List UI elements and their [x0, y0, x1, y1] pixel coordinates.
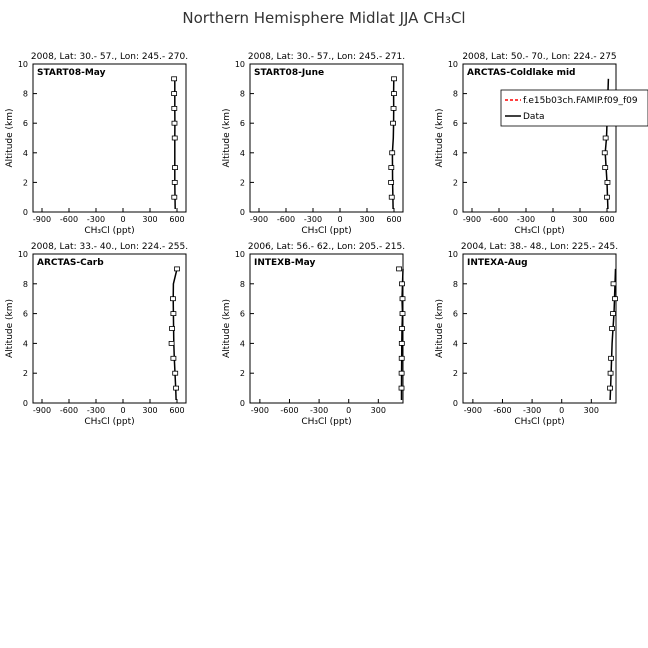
- data-marker: [171, 356, 176, 360]
- data-marker: [172, 106, 177, 110]
- data-marker: [613, 297, 618, 301]
- x-tick-label: -900: [250, 406, 269, 415]
- chart-panel: [5, 52, 188, 236]
- data-marker: [389, 195, 394, 199]
- y-tick-label: 2: [452, 178, 458, 188]
- y-tick-label: 4: [239, 148, 245, 158]
- plot-frame: [33, 254, 186, 403]
- x-tick-label: -600: [59, 406, 79, 415]
- data-marker: [389, 180, 394, 184]
- x-tick-label: 300: [142, 215, 158, 224]
- x-tick-label: -300: [523, 406, 542, 415]
- y-tick-label: 6: [22, 309, 28, 319]
- data-marker: [397, 267, 402, 271]
- y-tick-label: 10: [17, 60, 28, 69]
- x-tick-label: 300: [370, 406, 386, 415]
- data-marker: [400, 282, 405, 286]
- y-axis-label: Altitude (km): [222, 108, 232, 168]
- plot-frame: [33, 64, 186, 212]
- data-marker: [605, 195, 610, 199]
- x-tick-label: -600: [489, 215, 509, 224]
- y-tick-label: 6: [239, 119, 245, 129]
- y-tick-label: 4: [22, 148, 28, 158]
- campaign-label: ARCTAS-Coldlake mid: [467, 68, 576, 78]
- y-tick-label: 2: [239, 369, 245, 379]
- data-marker: [611, 282, 616, 286]
- panel-header: 2004, Lat: 38.- 48., Lon: 225.- 245.: [460, 242, 619, 252]
- y-tick-label: 6: [452, 119, 458, 129]
- x-tick-label: -300: [86, 215, 106, 224]
- y-tick-label: 8: [452, 279, 458, 289]
- data-marker: [389, 166, 394, 170]
- y-tick-label: 0: [22, 399, 28, 408]
- x-tick-label: 600: [169, 215, 185, 224]
- data-marker: [392, 92, 397, 96]
- y-axis-label: Altitude (km): [435, 298, 445, 359]
- chart-panel: [5, 242, 188, 427]
- data-marker: [399, 341, 404, 345]
- series-line-data: [173, 269, 177, 400]
- legend-label: f.e15b03ch.FAMIP.f09_f09: [523, 96, 638, 106]
- x-axis-label: CH₃Cl (ppt): [301, 417, 352, 427]
- series-line-data: [610, 269, 615, 400]
- chart-panel: [435, 52, 648, 236]
- y-axis-label: Altitude (km): [5, 108, 15, 168]
- data-marker: [399, 371, 404, 375]
- x-tick-label: -900: [463, 406, 482, 415]
- y-axis-label: Altitude (km): [435, 108, 445, 168]
- y-tick-label: 4: [239, 339, 245, 349]
- x-tick-label: -600: [276, 215, 296, 224]
- y-tick-label: 10: [17, 250, 28, 259]
- x-tick-label: 300: [583, 406, 599, 415]
- data-marker: [172, 77, 177, 81]
- data-marker: [399, 386, 404, 390]
- campaign-label: INTEXB-May: [254, 258, 316, 268]
- x-tick-label: -300: [86, 406, 106, 415]
- panel-header: 2008, Lat: 50.- 70., Lon: 224.- 275: [462, 52, 617, 62]
- x-axis-label: CH₃Cl (ppt): [301, 226, 352, 236]
- data-marker: [170, 327, 175, 331]
- data-marker: [172, 195, 177, 199]
- data-marker: [603, 136, 608, 140]
- data-marker: [172, 121, 177, 125]
- y-tick-label: 10: [234, 60, 245, 69]
- chart-panel: [222, 52, 405, 236]
- data-marker: [603, 166, 608, 170]
- data-marker: [174, 386, 179, 390]
- data-marker: [608, 371, 613, 375]
- y-tick-label: 10: [447, 60, 458, 69]
- data-marker: [609, 356, 614, 360]
- series-line-data: [392, 79, 393, 209]
- x-tick-label: 0: [337, 215, 343, 224]
- data-marker: [170, 297, 175, 301]
- plot-frame: [463, 64, 616, 212]
- x-tick-label: -900: [249, 215, 269, 224]
- data-marker: [390, 151, 395, 155]
- legend: [501, 90, 648, 126]
- x-tick-label: -300: [310, 406, 329, 415]
- y-tick-label: 0: [239, 399, 245, 408]
- data-marker: [611, 312, 616, 316]
- y-tick-label: 2: [22, 178, 28, 188]
- y-tick-label: 0: [239, 208, 245, 217]
- data-marker: [173, 166, 178, 170]
- data-marker: [175, 267, 180, 271]
- data-marker: [173, 371, 178, 375]
- panel-header: 2008, Lat: 30.- 57., Lon: 245.- 270.: [30, 52, 189, 62]
- y-tick-label: 0: [22, 208, 28, 217]
- data-marker: [400, 327, 405, 331]
- y-tick-label: 6: [239, 309, 245, 319]
- y-tick-label: 8: [22, 89, 28, 99]
- x-tick-label: -600: [59, 215, 79, 224]
- data-marker: [602, 151, 607, 155]
- x-tick-label: -300: [516, 215, 536, 224]
- data-marker: [391, 106, 396, 110]
- x-axis-label: CH₃Cl (ppt): [514, 417, 565, 427]
- x-tick-label: 300: [142, 406, 158, 415]
- x-axis-label: CH₃Cl (ppt): [84, 226, 135, 236]
- chart-panel: [222, 242, 405, 427]
- y-tick-label: 6: [22, 119, 28, 129]
- x-tick-label: 300: [572, 215, 588, 224]
- x-tick-label: 0: [120, 406, 126, 415]
- data-marker: [172, 180, 177, 184]
- x-tick-label: -600: [280, 406, 299, 415]
- plot-frame: [250, 254, 403, 403]
- figure-title: Northern Hemisphere Midlat JJA CH₃Cl: [182, 9, 466, 27]
- y-tick-label: 0: [452, 208, 458, 217]
- y-tick-label: 2: [239, 178, 245, 188]
- chart-panel: [435, 242, 618, 427]
- data-marker: [172, 92, 177, 96]
- x-tick-label: 0: [559, 406, 565, 415]
- data-marker: [171, 312, 176, 316]
- panel-header: 2008, Lat: 33.- 40., Lon: 224.- 255.: [30, 242, 189, 252]
- y-axis-label: Altitude (km): [5, 298, 15, 359]
- x-tick-label: -300: [303, 215, 323, 224]
- y-tick-label: 8: [22, 279, 28, 289]
- campaign-label: START08-June: [254, 68, 325, 78]
- y-tick-label: 2: [22, 369, 28, 379]
- y-tick-label: 8: [452, 89, 458, 99]
- x-tick-label: -600: [493, 406, 512, 415]
- data-marker: [169, 341, 174, 345]
- x-tick-label: -900: [32, 215, 52, 224]
- x-tick-label: 600: [169, 406, 185, 415]
- x-tick-label: 600: [386, 215, 402, 224]
- data-marker: [610, 327, 615, 331]
- x-tick-label: 0: [550, 215, 556, 224]
- data-marker: [172, 136, 177, 140]
- y-tick-label: 10: [447, 250, 458, 259]
- panel-header: 2008, Lat: 30.- 57., Lon: 245.- 271.: [247, 52, 406, 62]
- data-marker: [400, 297, 405, 301]
- plot-frame: [250, 64, 403, 212]
- y-tick-label: 6: [452, 309, 458, 319]
- data-marker: [392, 77, 397, 81]
- data-marker: [399, 356, 404, 360]
- data-marker: [391, 121, 396, 125]
- campaign-label: START08-May: [37, 68, 106, 78]
- x-axis-label: CH₃Cl (ppt): [514, 226, 565, 236]
- x-tick-label: 0: [346, 406, 352, 415]
- legend-label: Data: [523, 112, 545, 122]
- y-tick-label: 8: [239, 279, 245, 289]
- x-tick-label: -900: [32, 406, 52, 415]
- data-marker: [608, 386, 613, 390]
- data-marker: [400, 312, 405, 316]
- x-tick-label: 0: [120, 215, 126, 224]
- y-tick-label: 4: [452, 339, 458, 349]
- x-tick-label: -900: [462, 215, 482, 224]
- y-axis-label: Altitude (km): [222, 298, 232, 359]
- y-tick-label: 4: [22, 339, 28, 349]
- y-tick-label: 4: [452, 148, 458, 158]
- x-tick-label: 300: [359, 215, 375, 224]
- x-tick-label: 600: [599, 215, 615, 224]
- panel-header: 2006, Lat: 56.- 62., Lon: 205.- 215.: [247, 242, 406, 252]
- y-tick-label: 8: [239, 89, 245, 99]
- x-axis-label: CH₃Cl (ppt): [84, 417, 135, 427]
- y-tick-label: 2: [452, 369, 458, 379]
- campaign-label: INTEXA-Aug: [467, 258, 528, 268]
- campaign-label: ARCTAS-Carb: [37, 258, 104, 268]
- plot-frame: [463, 254, 616, 403]
- y-tick-label: 0: [452, 399, 458, 408]
- data-marker: [605, 180, 610, 184]
- y-tick-label: 10: [234, 250, 245, 259]
